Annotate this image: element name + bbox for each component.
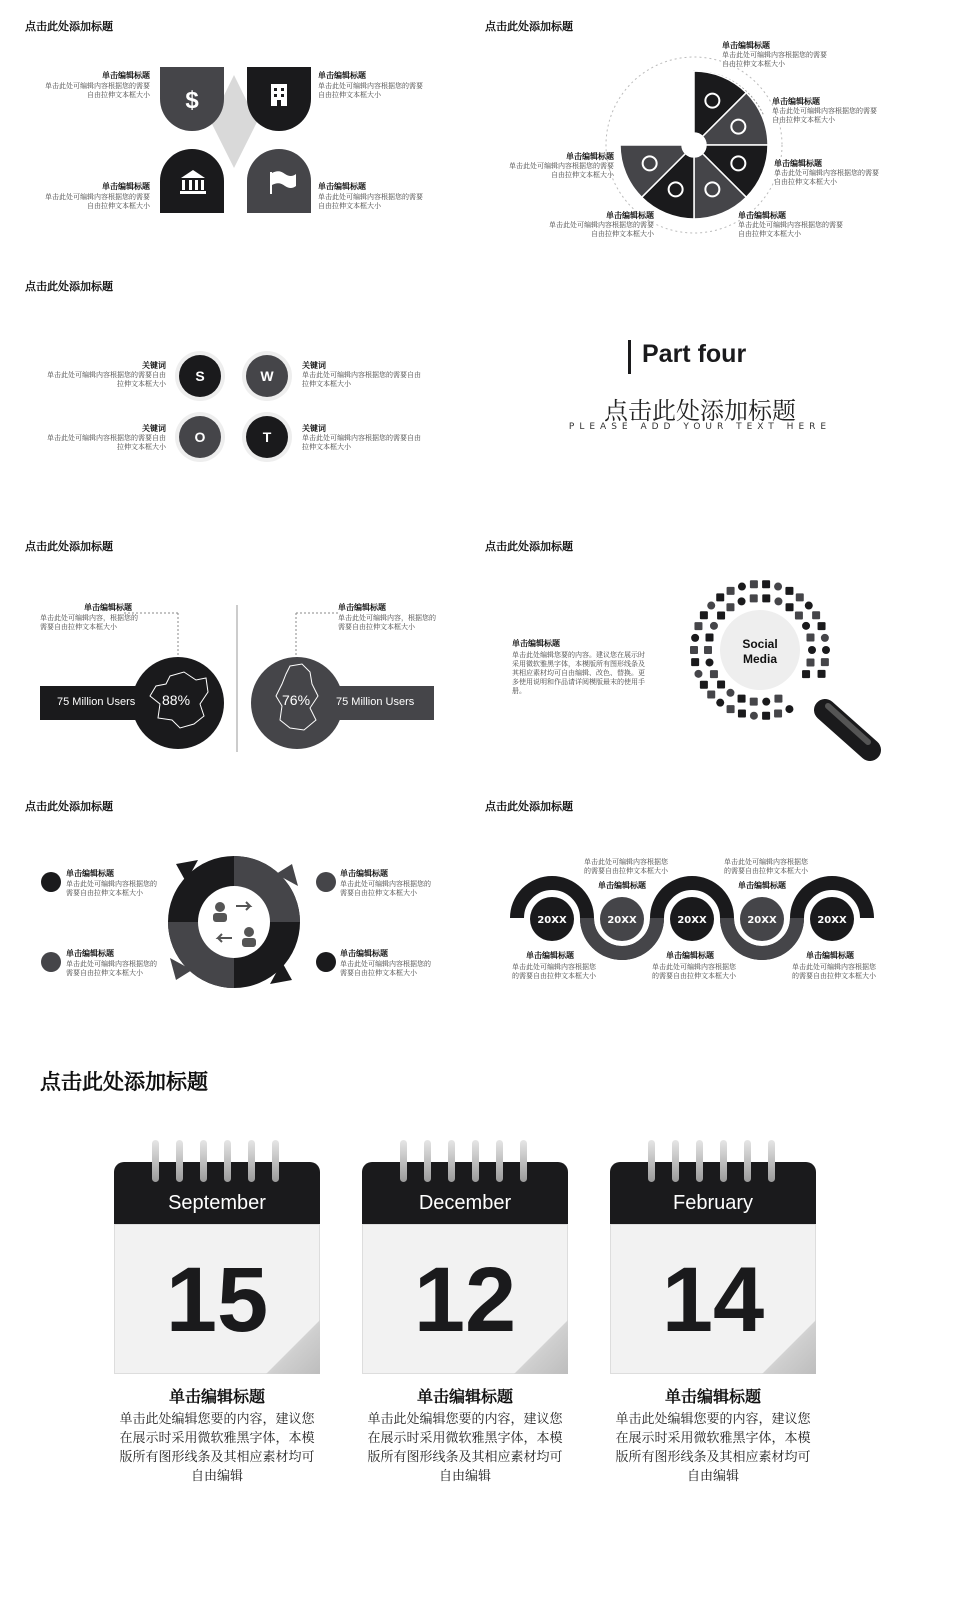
social-icon [710, 622, 718, 630]
social-icon [691, 634, 699, 642]
social-icon [808, 646, 816, 654]
item-title: 单击编辑标题 [526, 951, 574, 960]
item-desc: 单击此处可编辑内容根据您 的需要自由拉伸文本框大小 [652, 963, 736, 980]
swot-circles [0, 260, 470, 520]
item-title: 单击编辑标题 [598, 881, 646, 890]
item-desc: 单击此处可编辑内容根据您的需要 自由拉伸文本框大小 [738, 221, 843, 238]
slide-title: 点击此处添加标题 [485, 540, 573, 553]
item-desc: 单击此处可编辑内容根据您 的需要自由拉伸文本框大小 [724, 858, 808, 875]
keyword-desc: 单击此处可编辑内容根据您的需要自由 拉伸文本框大小 [302, 434, 421, 451]
social-icon [738, 695, 746, 703]
item-title: 单击编辑标题 [806, 951, 854, 960]
social-icon [806, 658, 814, 666]
item-desc: 单击此处可编辑内容根据您的 需要自由拉伸文本框大小 [66, 960, 157, 977]
social-icon [802, 622, 810, 630]
item-title: 单击编辑标题 [66, 949, 114, 958]
calendar-day: 14 [661, 1249, 765, 1351]
keyword: 关键词 [302, 424, 326, 433]
part-subtitle: PLEASE ADD YOUR TEXT HERE [568, 422, 832, 432]
social-magnifier [460, 520, 930, 780]
year-label: 20XX [747, 915, 777, 926]
social-icon [716, 699, 724, 707]
swot-letter-w: W [260, 368, 274, 384]
part-title: 点击此处添加标题 [604, 397, 796, 425]
slide-title: 点击此处添加标题 [485, 800, 573, 813]
slide-wave [460, 780, 930, 1040]
social-icon [750, 698, 758, 706]
item-desc: 单击此处可编辑内容根据您的需要 自由拉伸文本框大小 [774, 169, 879, 186]
item-desc: 单击此处可编辑内容根据您的需要 自由拉伸文本框大小 [772, 107, 877, 124]
social-icon [694, 622, 702, 630]
item-title: 单击编辑标题 [102, 71, 150, 80]
item-title: 单击编辑标题 [774, 159, 822, 168]
year-label: 20XX [537, 915, 567, 926]
item-title: 单击编辑标题 [102, 182, 150, 191]
slide-calendars [0, 1040, 960, 1620]
calendar-card-desc: 单击此处编辑您要的内容，建议您在展示时采用微软雅黑字体，本模版所有图形线条及其相应素材均可自由编辑 [615, 1412, 811, 1484]
item-desc: 单击此处可编辑内容根据您 的需要自由拉伸文本框大小 [792, 963, 876, 980]
item-title: 单击编辑标题 [340, 869, 388, 878]
social-icon [710, 670, 718, 678]
social-icon [762, 698, 770, 706]
percent-left: 88% [162, 692, 191, 708]
social-icon [812, 611, 820, 619]
item-desc: 单击此处可编辑内容根据您的需要 自由拉伸文本框大小 [549, 221, 654, 238]
swot-letter-o: O [194, 429, 206, 445]
slide-title: 点击此处添加标题 [485, 20, 573, 33]
slide-users [0, 520, 470, 780]
year-label: 20XX [677, 915, 707, 926]
social-icon [690, 646, 698, 654]
item-title: 单击编辑标题 [84, 603, 132, 612]
social-icon [716, 593, 724, 601]
binder-ring [496, 1140, 503, 1182]
social-icon [707, 690, 715, 698]
social-icon [805, 602, 813, 610]
social-icon [785, 705, 793, 713]
social-icon [806, 634, 814, 642]
cycle-diagram [0, 780, 470, 1040]
calendar-card [114, 1140, 320, 1380]
social-icon [750, 712, 758, 720]
item-title: 单击编辑标题 [722, 41, 770, 50]
item-desc: 单击此处可编辑内容根据您的需要 自由拉伸文本框大小 [318, 193, 423, 210]
binder-ring [272, 1140, 279, 1182]
item-title: 单击编辑标题 [738, 881, 786, 890]
binder-ring [768, 1140, 775, 1182]
item-desc: 单击此处可编辑内容根据您的需要 自由拉伸文本框大小 [318, 82, 423, 99]
calendar-month: December [418, 1192, 512, 1214]
keyword-desc: 单击此处可编辑内容根据您的需要自由 拉伸文本框大小 [302, 371, 421, 388]
binder-ring [248, 1140, 255, 1182]
social-icon [774, 695, 782, 703]
social-icon [694, 670, 702, 678]
social-icon [762, 580, 770, 588]
social-icon [762, 594, 770, 602]
part-label: Part four [642, 340, 747, 368]
item-desc: 单击此处可编辑内容根据您的 需要自由拉伸文本框大小 [340, 960, 431, 977]
social-icon [700, 681, 708, 689]
item-title: 单击编辑标题 [772, 97, 820, 106]
social-icon [707, 602, 715, 610]
item-title: 单击编辑标题 [66, 869, 114, 878]
item-title: 单击编辑标题 [338, 603, 386, 612]
item-title: 单击编辑标题 [318, 182, 366, 191]
social-icon [726, 603, 734, 611]
keyword: 关键词 [302, 361, 326, 370]
social-icon [727, 705, 735, 713]
petal-diagram [0, 0, 470, 260]
binder-ring [400, 1140, 407, 1182]
keyword-desc: 单击此处可编辑内容根据您的需要自由 拉伸文本框大小 [47, 371, 166, 388]
item-desc: 单击此处可编辑内容根据您的需要 自由拉伸文本框大小 [722, 51, 827, 68]
calendar-card [362, 1140, 568, 1380]
social-icon [774, 583, 782, 591]
social-icon [738, 709, 746, 717]
social-icon [818, 670, 826, 678]
item-desc: 单击此处可编辑内容根据您的 需要自由拉伸文本框大小 [66, 880, 157, 897]
binder-ring [520, 1140, 527, 1182]
slide-swot [0, 260, 470, 520]
percent-right: 76% [282, 692, 311, 708]
binder-ring [152, 1140, 159, 1182]
item-title: 单击编辑标题 [566, 152, 614, 161]
slide-title: 点击此处添加标题 [25, 800, 113, 813]
keyword: 关键词 [142, 424, 166, 433]
binder-ring [672, 1140, 679, 1182]
binder-ring [472, 1140, 479, 1182]
slide-title: 点击此处添加标题 [25, 20, 113, 33]
calendar-card-title: 单击编辑标题 [168, 1387, 265, 1406]
keyword-desc: 单击此处可编辑内容根据您的需要自由 拉伸文本框大小 [47, 434, 166, 451]
item-desc: 单击此处可编辑内容，根据您的 需要自由拉伸文本框大小 [338, 614, 436, 631]
binder-ring [448, 1140, 455, 1182]
social-icon [700, 611, 708, 619]
calendar-day: 15 [165, 1249, 269, 1351]
item-desc: 单击此处可编辑内容根据您的需要 自由拉伸文本框大小 [45, 82, 150, 99]
social-icon [818, 622, 826, 630]
calendar-day: 12 [413, 1249, 517, 1351]
building-icon [271, 84, 287, 106]
slide-petals [0, 0, 470, 260]
item-desc: 单击此处可编辑内容根据您的需要 自由拉伸文本框大小 [509, 162, 614, 179]
social-icon [717, 680, 725, 688]
year-label: 20XX [607, 915, 637, 926]
social-icon [821, 634, 829, 642]
slide-cycle [0, 780, 470, 1040]
social-icon [738, 583, 746, 591]
item-desc: 单击此处可编辑内容根据您的需要 自由拉伸文本框大小 [45, 193, 150, 210]
social-icon [796, 593, 804, 601]
social-icon [785, 587, 793, 595]
slide-fan [460, 0, 930, 260]
calendar-month: September [168, 1192, 266, 1214]
social-icon [750, 580, 758, 588]
social-icon [726, 689, 734, 697]
users-label-right: 75 Million Users [336, 696, 415, 708]
item-title: 单击编辑标题 [318, 71, 366, 80]
year-label: 20XX [817, 915, 847, 926]
social-icon [727, 587, 735, 595]
item-title: 单击编辑标题 [738, 211, 786, 220]
binder-ring [200, 1140, 207, 1182]
calendar-card-desc: 单击此处编辑您要的内容，建议您在展示时采用微软雅黑字体，本模版所有图形线条及其相应素材均可自由编辑 [119, 1412, 315, 1484]
binder-ring [176, 1140, 183, 1182]
users-diagram [0, 520, 470, 780]
social-icon [706, 658, 714, 666]
keyword: 关键词 [142, 361, 166, 370]
part-bar [628, 340, 631, 374]
slide-title: 点击此处添加标题 [25, 280, 113, 293]
svg-text:Media: Media [742, 652, 778, 666]
slide-social [460, 520, 930, 780]
social-icon [774, 709, 782, 717]
social-icon [750, 594, 758, 602]
binder-ring [744, 1140, 751, 1182]
slide-title: 点击此处添加标题 [40, 1070, 208, 1094]
calendar-card-desc: 单击此处编辑您要的内容，建议您在展示时采用微软雅黑字体，本模版所有图形线条及其相应素材均可自由编辑 [367, 1412, 563, 1484]
slide-title: 点击此处添加标题 [25, 540, 113, 553]
wave-timeline [460, 780, 930, 1040]
item-desc: 单击此处可编辑内容，根据您的 需要自由拉伸文本框大小 [40, 614, 138, 631]
social-icon [786, 603, 794, 611]
social-icon [762, 712, 770, 720]
dollar-icon: $ [185, 87, 199, 114]
social-icon [717, 612, 725, 620]
item-title: 单击编辑标题 [340, 949, 388, 958]
item-title: 单击编辑标题 [606, 211, 654, 220]
social-icon [691, 658, 699, 666]
social-icon [822, 646, 830, 654]
binder-ring [696, 1140, 703, 1182]
social-icon [774, 597, 782, 605]
social-icon [704, 646, 712, 654]
social-media-label: Social [742, 637, 778, 651]
item-title: 单击编辑标题 [512, 639, 560, 648]
item-title: 单击编辑标题 [666, 951, 714, 960]
social-icon [802, 670, 810, 678]
social-icon [706, 634, 714, 642]
social-icon [821, 658, 829, 666]
binder-ring [224, 1140, 231, 1182]
item-desc: 单击此处可编辑内容根据您 的需要自由拉伸文本框大小 [512, 963, 596, 980]
users-label-left: 75 Million Users [57, 696, 136, 708]
item-desc: 单击此处编辑您要的内容。建议您在展示时采用微软雅黑字体，本模版所有图形线条及其相应素材均可自由编辑、改色、替换。更多使用说明和作品请详阅模版最末的使用手册。 [512, 651, 645, 695]
slide-part [460, 260, 930, 520]
swot-letter-s: S [195, 368, 205, 384]
binder-ring [424, 1140, 431, 1182]
item-desc: 单击此处可编辑内容根据您 的需要自由拉伸文本框大小 [584, 858, 668, 875]
calendar-card-title: 单击编辑标题 [416, 1387, 513, 1406]
calendar-month: February [672, 1192, 754, 1214]
calendar-card [610, 1140, 816, 1380]
swot-letter-t: T [262, 429, 272, 445]
binder-ring [720, 1140, 727, 1182]
social-icon [738, 597, 746, 605]
binder-ring [648, 1140, 655, 1182]
social-icon [795, 612, 803, 620]
item-desc: 单击此处可编辑内容根据您的 需要自由拉伸文本框大小 [340, 880, 431, 897]
calendar-card-title: 单击编辑标题 [664, 1387, 761, 1406]
